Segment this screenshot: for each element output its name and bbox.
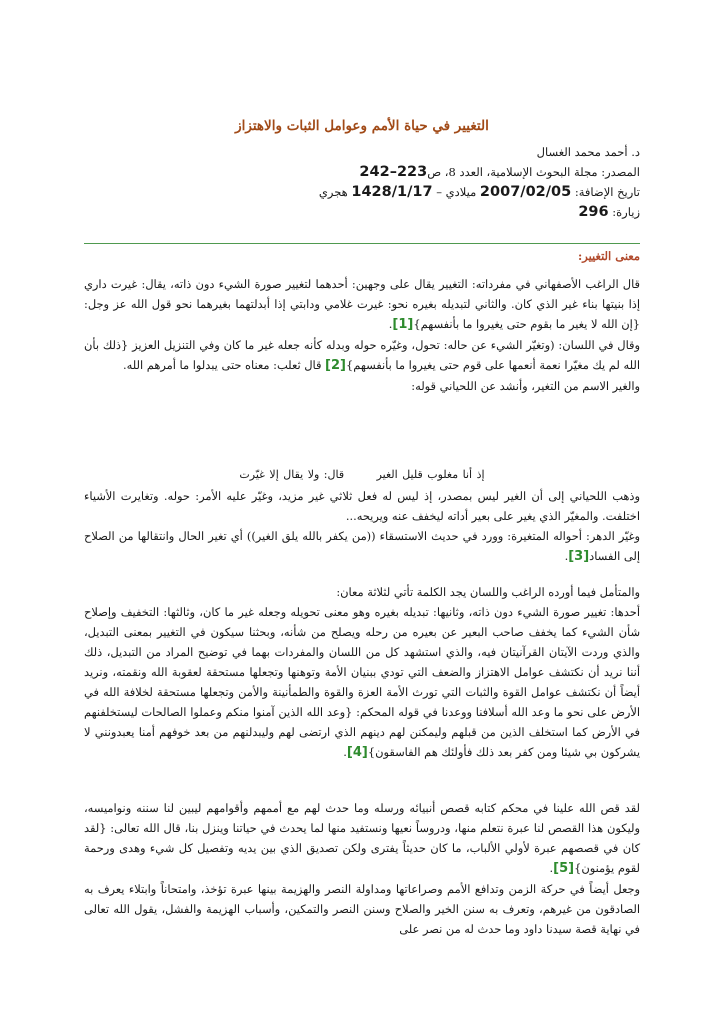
- paragraph-2-text: وقال في اللسان: (وتغيّر الشيء عن حاله: تحول، وغيّره حوله وبدله كأنه جعله غير ما كان وفي التنزيل العزيز {ذلك بأن الله لم يك مغيّرا نعمة أنعمها على قوم حتى يغيروا ما بأنفسهم}: [84, 338, 640, 372]
- paragraph-1-text: قال الراغب الأصفهاني في مفرداته: التغيير يقال على وجهين: أحدهما لتغيير صورة الشيء دون ذاته، يقال: غيرت داري إذا بنيتها بناء غير الذي كان. والثاني لتبديله بغيره نحو: غيرت غلامي ودابتي إذا أبدلتهما بغيرهما نحو قول الله عز وجل: {إن الله لا يغير ما بقوم حتى يغيروا ما بأنفسهم}: [84, 277, 640, 331]
- visits-line: [84, 202, 640, 222]
- poetry-verse: [84, 468, 640, 481]
- paragraph-2-tail: قال ثعلب: معناه حتى يبدلوا ما أمرهم الله.: [123, 358, 322, 372]
- paragraph-6: والمتأمل فيما أورده الراغب واللسان يجد الكلمة تأتي لثلاثة معان:: [336, 585, 640, 599]
- paragraph-block-4: [84, 798, 640, 939]
- paragraph-4: وذهب اللحياني إلى أن الغير ليس بمصدر، إذ ليس له فعل ثلاثي غير مزيد، وغيّر عليه الأمر: حوله. وتغايرت الأشياء اختلفت. والمغيّر الذي يغير على بعير أداته ليخفف عنه ويريحه...: [84, 489, 640, 523]
- date-hijri: 1428/1/17: [351, 184, 433, 200]
- footnote-ref-3[interactable]: [3]: [568, 549, 590, 564]
- source-line: [84, 162, 640, 182]
- paragraph-block-3: [84, 582, 640, 763]
- paragraph-5-text: وغيّر الدهر: أحواله المتغيرة: وورد في حديث الاستسقاء ((من يكفر بالله يلق الغير)) أي تغير الحال وانتقالها من الصلاح إلى الفساد: [84, 529, 640, 563]
- paragraph-8-text: لقد قص الله علينا في محكم كتابه قصص أنبيائه ورسله وما حدث لهم مع أممهم وأقوامهم ليبين لنا سننه ونواميسه، وليكون هذا القصص لنا عبرة نتعلم منها، ودروساً نعيها ونستفيد منها لما يحدث في حياتنا وينزل بنا، قال الله تعالى: {لقد كان في قصصهم عبرة لأولي الألباب، ما كان حديثاً يفترى ولكن تصديق الذي بين يديه وتفصيل كل شيء وهدى ورحمة لقوم يؤمنون}: [84, 801, 640, 875]
- visits-label: زيارة:: [612, 205, 640, 219]
- date-gregorian: 2007/02/05: [479, 184, 572, 200]
- article-meta: [84, 142, 640, 222]
- paragraph-5: وغيّر الدهر: أحواله المتغيرة: وورد في حديث الاستسقاء ((من يكفر بالله يلق الغير)) أي تغير الحال وانتقالها من الصلاح إلى الفساد[3].: [84, 529, 640, 564]
- source-text: مجلة البحوث الإسلامية، العدد 8، ص: [427, 165, 598, 179]
- footnote-ref-1[interactable]: [1]: [392, 317, 414, 332]
- visits-count: 296: [578, 204, 609, 220]
- date-label: تاريخ الإضافة:: [574, 185, 640, 199]
- section-heading: معنى التغيير:: [577, 249, 640, 263]
- verse-hemistich-1: إذ أنا مغلوب قليل الغير: [376, 468, 485, 481]
- section-divider: [84, 243, 640, 244]
- paragraph-9: وجعل أيضاً في حركة الزمن وتدافع الأمم وصراعاتها ومداولة النصر والهزيمة بينها عبرة تؤخذ، وامتحاناً وابتلاء يعرف به الصادقون من غيرهم، وتعرف به سنن الخير والصلاح وسنن النصر والتمكين، وأسباب الهزيمة والفشل، يقول الله تعالى في نهاية قصة سيدنا داود وما حدث له من نصر على: [84, 882, 640, 936]
- page-title: التغيير في حياة الأمم وعوامل الثبات والاهتزاز: [235, 118, 489, 134]
- footnote-ref-5[interactable]: [5]: [553, 861, 575, 876]
- paragraph-8: لقد قص الله علينا في محكم كتابه قصص أنبيائه ورسله وما حدث لهم مع أممهم وأقوامهم ليبين لنا سننه ونواميسه، وليكون هذا القصص لنا عبرة نتعلم منها، ودروساً نعيها ونستفيد منها لما يحدث في حياتنا وينزل بنا، قال الله تعالى: {لقد كان في قصصهم عبرة لأولي الألباب، ما كان حديثاً يفترى ولكن تصديق الذي بين يديه وتفصيل كل شيء وهدى ورحمة لقوم يؤمنون}[5].: [84, 801, 640, 876]
- author-line: د. أحمد محمد الغسال: [536, 145, 640, 159]
- paragraph-block-2: [84, 486, 640, 567]
- date-hijri-suffix: هجري: [318, 185, 348, 199]
- paragraph-7: أحدها: تغيير صورة الشيء دون ذاته، وثانيها: تبديله بغيره وهو معنى تحويله وجعله غير ما كان، وثالثها: التخفيف وإصلاح شأن الشيء كما يخفف صاحب البعير عن بعيره من رحله ويصلح من شأنه، وبحثنا سيكون في التغيير بمعنى التبديل، والذي وردت الآيتان القرآنيتان فيه، والذي استشهد كل من اللسان والمفردات بهما في توضيح المراد من التبديل، ذلك أننا نريد أن نكتشف عوامل الاهتزاز والضعف التي تودي ببنيان الأمة وتوهنها وتجعلها مستحقة لعقوبة الله ونقمته، ونريد أيضاً أن نكتشف عوامل القوة والثبات التي تورث الأمة العزة والقوة والطمأنينة والأمن وتجعلها مستحقة لخلافة الله في الأرض على نحو ما وعد الله أسلافنا ووعدنا في قوله المحكم: {وعد الله الذين آمنوا منكم وعملوا الصالحات ليستخلفنهم في الأرض كما استخلف الذين من قبلهم وليمكنن لهم دينهم الذي ارتضى لهم وليبدلنهم من بعد خوفهم أمنا يعبدونني لا يشركون بي شيئا ومن كفر بعد ذلك فأولئك هم الفاسقون}[4].: [84, 605, 640, 760]
- date-gregorian-suffix: ميلادي –: [436, 185, 477, 199]
- paragraph-2: [84, 335, 640, 376]
- document-page: [84, 0, 640, 1024]
- paragraph-3: والغير الاسم من التغير، وأنشد عن اللحياني قوله:: [411, 379, 640, 393]
- paragraph-7-text: أحدها: تغيير صورة الشيء دون ذاته، وثانيها: تبديله بغيره وهو معنى تحويله وجعله غير ما كان، وثالثها: التخفيف وإصلاح شأن الشيء كما يخفف صاحب البعير عن بعيره من رحله ويصلح من شأنه، وبحثنا سيكون في التغيير بمعنى التبديل، والذي وردت الآيتان القرآنيتان فيه، والذي استشهد كل من اللسان والمفردات بهما في توضيح المراد من التبديل، ذلك أننا نريد أن نكتشف عوامل الاهتزاز والضعف التي تودي ببنيان الأمة وتوهنها وتجعلها مستحقة لعقوبة الله ونقمته، ونريد أيضاً أن نكتشف عوامل القوة والثبات التي تورث الأمة العزة والقوة والطمأنينة والأمن وتجعلها مستحقة لخلافة الله في الأرض على نحو ما وعد الله أسلافنا ووعدنا في قوله المحكم: {وعد الله الذين آمنوا منكم وعملوا الصالحات ليستخلفنهم في الأرض كما استخلف الذين من قبلهم وليمكنن لهم دينهم الذي ارتضى لهم وليبدلنهم من بعد خوفهم أمنا يعبدونني لا يشركون بي شيئا ومن كفر بعد ذلك فأولئك هم الفاسقون}: [84, 605, 640, 759]
- paragraph-block-1: [84, 274, 640, 396]
- date-line: [84, 182, 640, 202]
- paragraph-1: قال الراغب الأصفهاني في مفرداته: التغيير يقال على وجهين: أحدهما لتغيير صورة الشيء دون ذاته، يقال: غيرت داري إذا بنيتها بناء غير الذي كان. والثاني لتبديله بغيره نحو: غيرت غلامي ودابتي إذا أبدلتهما بغيرهما نحو قول الله عز وجل: {إن الله لا يغير ما بقوم حتى يغيروا ما بأنفسهم}[1].: [84, 277, 640, 332]
- source-label: المصدر:: [601, 165, 640, 179]
- footnote-ref-2[interactable]: [2]: [325, 358, 346, 373]
- verse-hemistich-2: قال: ولا يقال إلا غيّرت: [239, 468, 345, 481]
- source-pages: 223–242: [359, 164, 428, 180]
- footnote-ref-4[interactable]: [4]: [346, 745, 368, 760]
